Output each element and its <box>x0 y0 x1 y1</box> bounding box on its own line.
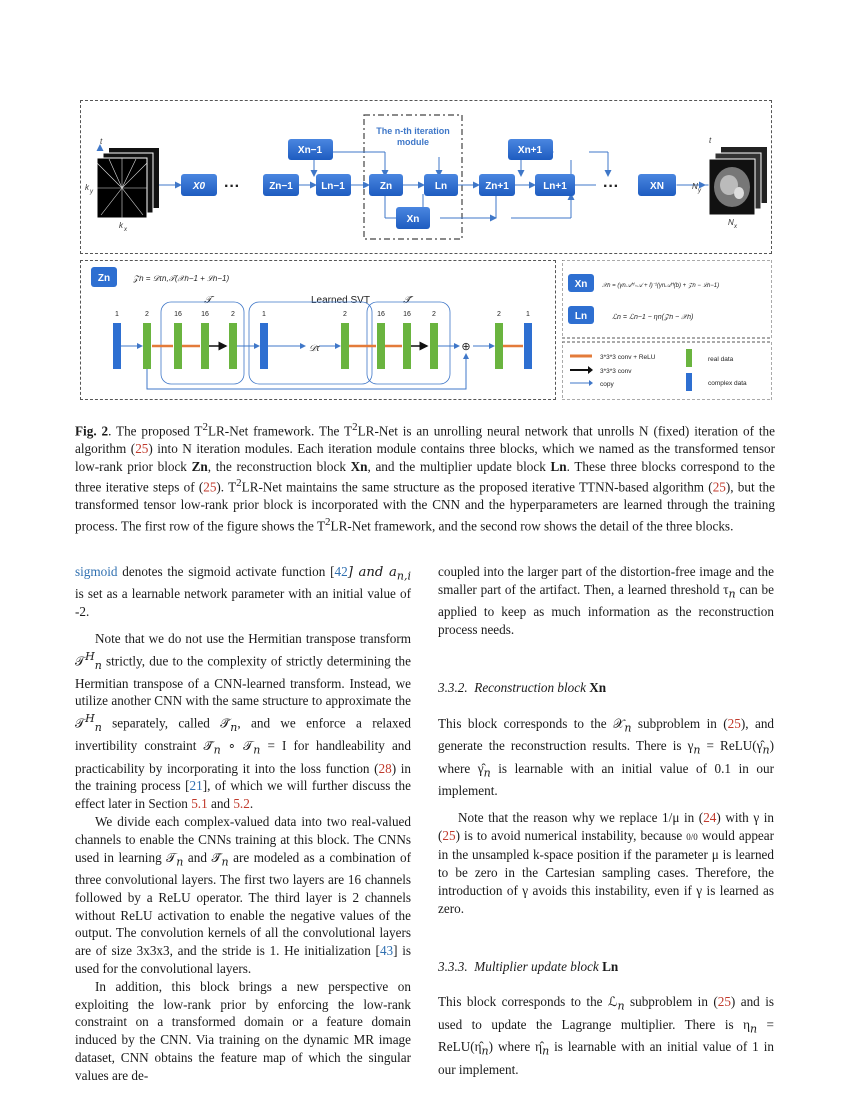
svg-text:XN: XN <box>650 181 664 192</box>
dots-left: ··· <box>224 178 240 195</box>
node-ln-1 <box>316 174 351 196</box>
cite-link[interactable]: 25 <box>442 827 456 843</box>
right-nx-label: N <box>728 218 734 227</box>
layer-bar <box>143 323 151 369</box>
node-xn <box>396 207 430 229</box>
section-heading-3-3-2: 3.3.2. Reconstruction block Xn <box>438 679 607 695</box>
node-ln <box>424 174 458 196</box>
transform-tilde-label: 𝒯̃ <box>403 295 411 306</box>
svg-text:16: 16 <box>377 311 385 318</box>
svg-text:Xn: Xn <box>574 279 588 290</box>
zn-block-svg <box>81 261 557 401</box>
left-kx-sub-label: x <box>124 227 127 233</box>
fraction: 0/0 <box>686 831 698 842</box>
node-zn-1 <box>263 174 299 196</box>
svg-text:Zn: Zn <box>97 273 111 284</box>
node-xn+1 <box>508 139 553 160</box>
dtau-operator: 𝒟τ <box>309 343 320 353</box>
svg-text:Ln: Ln <box>574 311 588 322</box>
left-t-axis-label: t <box>100 137 103 146</box>
caption-label: Fig. 2 <box>75 423 109 439</box>
left-ky-label: k <box>85 183 89 192</box>
sigmoid-link[interactable]: sigmoid <box>75 564 118 579</box>
left-ky-sub-label: y <box>90 189 93 195</box>
zn-formula: 𝒵n = 𝒟τn,𝒯(𝒳n−1 + ℒn−1) <box>133 274 230 283</box>
module-label-line1: The n-th iteration <box>376 126 450 136</box>
svg-text:Xn+1: Xn+1 <box>517 145 543 156</box>
learned-svt-label: Learned SVT <box>311 295 370 306</box>
paragraph: In addition, this block brings a new perspective on exploiting the low-rank prior by enforcing the low-rank constraint on a transformed domain or a feature domain induced by the CNN. Via training on the dynamic MR image dataset, CNN obtains the feature map of which the singular values are de- <box>75 978 411 1083</box>
svg-text:Zn−1: Zn−1 <box>269 181 293 192</box>
node-zn <box>369 174 403 196</box>
plus-operator: ⊕ <box>461 341 471 353</box>
svg-text:Zn: Zn <box>379 181 393 192</box>
legend <box>570 349 747 391</box>
cite-link[interactable]: 25 <box>727 715 741 731</box>
paragraph: sigmoid denotes the sigmoid activate function [42] and $a_{n,i}$ is set as a learnable network parameter with an initial value of -2. <box>75 564 411 620</box>
paragraph: This block corresponds to the ℒ$_n$ subproblem in (25) and is used to update the Lagrange multiplier. There is $\eta_n$ = $ReLU(\etâ_n)$ where $\etâ_n$ is learnable with an initial value of 1 in our implement. <box>438 994 774 1077</box>
ref-link[interactable]: 21 <box>189 778 203 794</box>
section-link[interactable]: 5.2 <box>233 796 250 812</box>
channel-labels <box>115 311 530 318</box>
figure-caption: Fig. 2. The proposed $T^2LR$-Net framework. The $T^2LR$-Net is an unrolling neural network that unrolls N (fixed) iteration of the algorithm (25) into N iteration modules. Each iteration module contains three blocks, which we named as the transformed tensor low-rank prior block Zn, the reconstruction block Xn, and the multiplier update block Ln. These three blocks correspond to the three iterative steps of (25). $T^2LR$-Net maintains the same structure as the proposed iterative TTNN-based algorithm (25), but the transformed tensor low-rank prior block is incorporated with the CNN and the hyperparameters are learned through the training process. The first row of the figure shows the $T^2LR$-Net framework, and the second row shows the detail of the three blocks. <box>75 421 776 534</box>
svg-text:2: 2 <box>231 311 235 318</box>
cite-link[interactable]: 25 <box>717 994 731 1010</box>
svg-text:16: 16 <box>403 311 411 318</box>
layer-bar <box>403 323 411 369</box>
paragraph: This block corresponds to the 𝒳$_n$ subproblem in (25), and generate the reconstruction results. There is $\gamma_n$ = $ReLU(\gammâ_n)$ where $\gammâ_n$ is learnable with an initial value of 0.1 in our implement. <box>438 715 775 798</box>
svg-text:Ln+1: Ln+1 <box>543 181 567 192</box>
node-xn-1 <box>288 139 333 160</box>
paragraph: Note that we do not use the Hermitian transpose transform 𝒯$^H_n$ strictly, due to the complexity of strictly determining the Hermitian transpose of a CNN-learned transform. Instead, we utilize another CNN with the same structure to approximate the 𝒯$^H_n$ separately, called $𝒯̃_n$, and we enforce a relaxed invertibility constraint $𝒯̃_n$ ∘ 𝒯$_n$ = I for handleability and practicability by incorporating it into the loss function (28) in the training process [21], of which we will further discuss the effect later in Section 5.1 and 5.2. <box>75 631 411 812</box>
svg-text:2: 2 <box>343 311 347 318</box>
right-column <box>438 563 774 1078</box>
legend-complex-label: complex data <box>708 380 747 387</box>
svg-text:Xn: Xn <box>406 214 420 225</box>
xn-ln-svg <box>562 260 772 400</box>
svg-text:16: 16 <box>174 311 182 318</box>
legend-real-label: real data <box>708 356 734 363</box>
right-t-axis-label: t <box>709 136 712 145</box>
svg-text:1: 1 <box>262 311 266 318</box>
svg-text:Ln: Ln <box>434 181 448 192</box>
module-label-line2: module <box>396 137 430 147</box>
legend-copy-label: copy <box>600 381 614 388</box>
cite-link[interactable]: 25 <box>203 479 217 495</box>
legend-conv-relu-label: 3*3*3 conv + ReLU <box>600 354 656 361</box>
layer-bar <box>377 323 385 369</box>
legend-conv-swatch <box>588 366 593 374</box>
dots-right: ··· <box>603 178 619 195</box>
xn-ln-block-detail <box>562 260 772 400</box>
legend-copy-swatch <box>589 380 593 386</box>
zn-block-detail <box>80 260 556 400</box>
layer-bar <box>260 323 268 369</box>
layer-bar <box>174 323 182 369</box>
reconstructed-image-stack <box>709 147 767 215</box>
svg-text:1: 1 <box>526 311 530 318</box>
layer-bar <box>430 323 438 369</box>
node-ln+1 <box>535 174 575 196</box>
svg-text:2: 2 <box>432 311 436 318</box>
kspace-image-stack <box>97 148 159 218</box>
ref-link[interactable]: 42 <box>334 564 348 579</box>
paragraph: We divide each complex-valued data into two real-valued channels to enable the CNNs training at this block. The CNNs used in learning 𝒯$_n$ and $𝒯̃_n$ are modeled as a combination of three convolutional layers. The first two layers are 16 channels followed by a ReLU operator. The third layer is 2 channels without ReLU activation to enable the negative values of the output. The convolution kernels of all the convolutional layers are of size 3x3x3, and the stride is 1. He initialization [43] is used for the convolutional layers. <box>75 813 411 976</box>
section-link[interactable]: 5.1 <box>191 796 208 812</box>
cite-link[interactable]: 24 <box>703 809 717 825</box>
right-ny-sub-label: y <box>698 188 701 194</box>
svg-text:2: 2 <box>145 311 149 318</box>
paragraph: coupled into the larger part of the distortion-free image and the smaller part of the artifact. Then, a learned threshold $\tau_n$ can be applied to keep as much information as the reconstruction process needs. <box>438 564 774 638</box>
svg-text:2: 2 <box>497 311 501 318</box>
svg-text:Zn+1: Zn+1 <box>485 181 509 192</box>
legend-complex-swatch <box>686 373 692 391</box>
figure-2 <box>80 100 772 402</box>
ref-link[interactable]: 43 <box>379 943 394 959</box>
cite-link[interactable]: 25 <box>712 479 726 495</box>
svg-text:Ln−1: Ln−1 <box>321 181 345 192</box>
svg-text:1: 1 <box>115 311 119 318</box>
transform-label: 𝒯 <box>204 295 212 306</box>
right-ny-label: N <box>692 182 698 191</box>
left-kx-label: k <box>119 221 123 230</box>
node-xN <box>638 174 676 196</box>
layer-bar <box>113 323 121 369</box>
node-x0 <box>181 174 217 196</box>
svg-text:16: 16 <box>201 311 209 318</box>
cite-link[interactable]: 25 <box>135 440 149 456</box>
layer-bar <box>229 323 237 369</box>
legend-real-swatch <box>686 349 692 367</box>
svg-text:X0: X0 <box>192 181 206 192</box>
cite-link[interactable]: 28 <box>378 760 392 776</box>
left-column <box>75 563 411 1085</box>
right-nx-sub-label: x <box>734 224 737 230</box>
xn-formula: 𝒳n = (γn𝒜ᴴ∘𝒜 + I)⁻¹(γn𝒜ᴴ(b) + 𝒵n − ℒn−1) <box>602 283 720 289</box>
ln-formula: ℒn = ℒn−1 − ηn(𝒵n − 𝒳n) <box>612 314 694 321</box>
svg-text:Xn−1: Xn−1 <box>297 145 323 156</box>
layer-bar <box>201 323 209 369</box>
layer-bar <box>524 323 532 369</box>
node-zn+1 <box>479 174 515 196</box>
layer-bar <box>341 323 349 369</box>
section-heading-3-3-3: 3.3.3. Multiplier update block Ln <box>438 958 619 974</box>
legend-conv-label: 3*3*3 conv <box>600 368 632 375</box>
framework-diagram <box>80 100 772 254</box>
paragraph: Note that the reason why we replace 1/μ in (24) with γ in (25) is to avoid numerical instability, because 0/0 would appear in the unsampled k-space position if the parameter μ is learned to be zero in the Cartesian sampling cases. Therefore, the introduction of γ avoids this instability, even if γ is learned as zero. <box>438 809 775 916</box>
framework-svg <box>81 101 773 255</box>
layer-bar <box>495 323 503 369</box>
